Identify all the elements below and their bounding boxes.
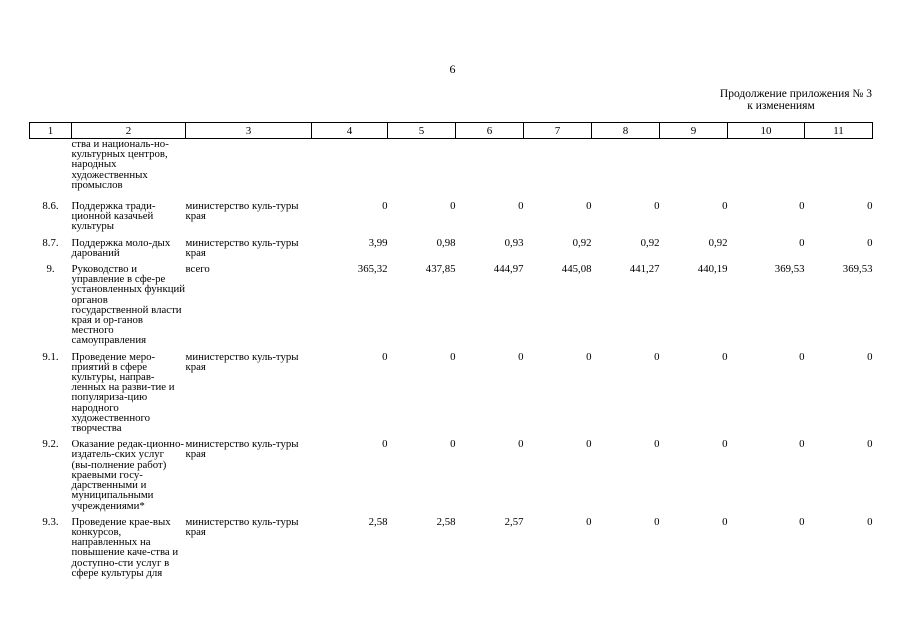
row-value: 0 — [518, 350, 524, 363]
row-value: 0 — [799, 350, 805, 363]
table-row — [30, 201, 873, 238]
row-value: 0,92 — [572, 236, 592, 249]
row-number: 9. — [46, 263, 55, 276]
header-row — [30, 123, 873, 139]
row-value: 0 — [722, 350, 728, 363]
page-number: 6 — [449, 62, 456, 76]
table-row — [30, 238, 873, 264]
column-header: 7 — [524, 123, 592, 139]
column-header: 6 — [456, 123, 524, 139]
row-value: 0 — [722, 515, 728, 528]
row-value: 0 — [722, 200, 728, 213]
column-header: 1 — [30, 123, 72, 139]
row-value — [312, 139, 388, 202]
appendix-subtitle: к изменениям — [747, 100, 815, 112]
column-header: 10 — [728, 123, 805, 139]
column-header: 8 — [592, 123, 660, 139]
row-value — [805, 139, 873, 202]
row-name: Поддержка тради-ционной казачьей культуры — [71, 200, 156, 233]
column-header: 3 — [186, 123, 312, 139]
row-executor: министерство куль-туры края — [185, 236, 299, 259]
row-executor: министерство куль-туры края — [185, 350, 299, 373]
row-value: 0 — [867, 236, 873, 249]
row-value: 0,93 — [504, 236, 524, 249]
row-value: 0 — [867, 515, 873, 528]
row-value: 441,27 — [629, 263, 660, 276]
row-value: 369,53 — [774, 263, 805, 276]
row-value: 0 — [799, 236, 805, 249]
row-executor — [186, 139, 312, 202]
row-value — [524, 139, 592, 202]
row-value: 0 — [518, 200, 524, 213]
table-row — [30, 439, 873, 516]
row-number — [30, 139, 72, 202]
row-value: 0,98 — [436, 236, 456, 249]
row-value — [456, 139, 524, 202]
row-value — [388, 139, 456, 202]
row-number: 8.6. — [42, 200, 59, 213]
row-name: ства и националь-но-культурных центров, народных художественных промыслов — [71, 138, 169, 191]
row-executor: всего — [185, 263, 210, 276]
row-value: 0 — [654, 200, 660, 213]
row-value: 0 — [586, 200, 592, 213]
row-executor: министерство куль-туры края — [185, 515, 299, 538]
row-name: Поддержка моло-дых дарований — [71, 236, 171, 259]
row-value: 0 — [654, 438, 660, 451]
row-value: 0 — [799, 438, 805, 451]
row-value: 437,85 — [425, 263, 456, 276]
row-value: 440,19 — [697, 263, 728, 276]
appendix-title: Продолжение приложения № 3 — [719, 88, 872, 100]
row-value: 2,57 — [504, 515, 524, 528]
row-value: 0 — [382, 200, 388, 213]
row-value: 0 — [867, 438, 873, 451]
row-name: Проведение меро-приятий в сфере культуры, направ-ленных на разви-тие и популяриза-цию народного художественного творчества — [71, 350, 175, 435]
table-row — [30, 517, 873, 584]
table-row — [30, 352, 873, 440]
row-value: 0,92 — [708, 236, 728, 249]
appendix-caption — [690, 88, 872, 112]
row-value: 0 — [867, 350, 873, 363]
table-row — [30, 264, 873, 352]
row-value: 0 — [654, 350, 660, 363]
row-value: 0 — [654, 515, 660, 528]
row-value: 0 — [450, 200, 456, 213]
row-name: Проведение крае-вых конкурсов, направленных на повышение каче-ства и доступно-сти услуг в сфере культуры для — [71, 515, 179, 579]
row-value: 0 — [867, 200, 873, 213]
row-value: 0 — [799, 515, 805, 528]
column-header: 5 — [388, 123, 456, 139]
row-value: 0,92 — [640, 236, 660, 249]
row-value: 0 — [799, 200, 805, 213]
row-value — [660, 139, 728, 202]
row-value — [592, 139, 660, 202]
table-row — [30, 139, 873, 202]
row-value: 445,08 — [561, 263, 592, 276]
row-value: 2,58 — [368, 515, 388, 528]
row-name: Руководство и управление в сфе-ре установленных функций органов государственной власти края и ор-ганов местного самоуправления — [71, 263, 186, 347]
row-value: 0 — [382, 438, 388, 451]
row-executor: министерство куль-туры края — [185, 200, 299, 223]
row-executor: министерство куль-туры края — [185, 438, 299, 461]
row-value: 0 — [722, 438, 728, 451]
row-number: 9.2. — [42, 438, 59, 451]
row-value: 0 — [586, 350, 592, 363]
row-value: 0 — [382, 350, 388, 363]
row-value: 2,58 — [436, 515, 456, 528]
column-header: 2 — [72, 123, 186, 139]
row-value: 365,32 — [357, 263, 388, 276]
row-number: 8.7. — [42, 236, 59, 249]
row-number: 9.1. — [42, 350, 59, 363]
row-value: 369,53 — [842, 263, 873, 276]
column-header: 11 — [805, 123, 873, 139]
row-value: 444,97 — [493, 263, 524, 276]
row-value: 0 — [518, 438, 524, 451]
row-number: 9.3. — [42, 515, 59, 528]
column-header: 9 — [660, 123, 728, 139]
budget-table — [29, 122, 873, 584]
row-value: 3,99 — [368, 236, 388, 249]
column-header: 4 — [312, 123, 388, 139]
row-value: 0 — [586, 438, 592, 451]
row-value: 0 — [586, 515, 592, 528]
row-value — [728, 139, 805, 202]
row-value: 0 — [450, 438, 456, 451]
row-name: Оказание редак-ционно-издатель-ских услуг (вы-полнение работ) краевыми госу-дарственными и муниципальными учреждениями* — [71, 438, 184, 512]
row-value: 0 — [450, 350, 456, 363]
